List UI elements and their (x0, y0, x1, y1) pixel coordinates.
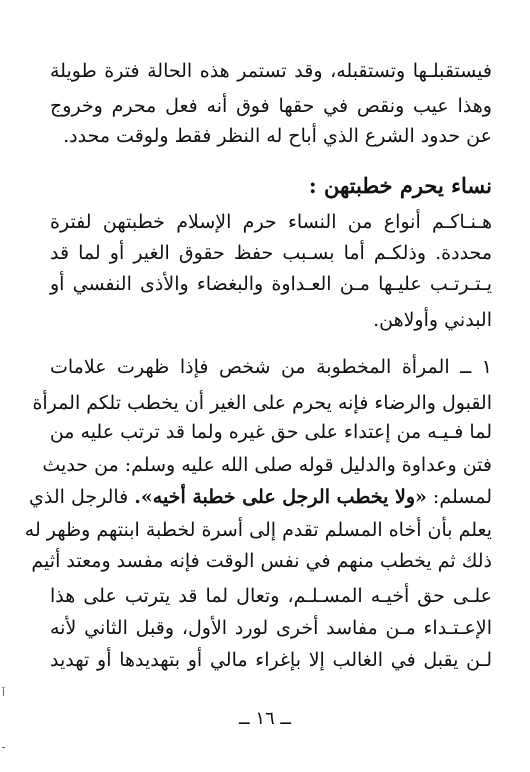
hadith-continuation: فالرجل الذي (29, 486, 135, 508)
text-line: فيستقبلـها وتستقبله، وقد تستمر هذه الحالة فترة طويلة (50, 60, 492, 82)
text-line: فتن وعداوة والدليل قوله صلى الله عليه وسلم: من حديث (42, 454, 492, 476)
margin-mark: آ (2, 688, 5, 699)
text-line: عن حدود الشرع الذي أباح له النظر فقط ولوقت محدد. (63, 125, 492, 147)
text-line: يعلم بأن أخاه المسلم تقدم إلى أسرة لخطبة ابنتهم وظهر له (24, 519, 492, 541)
text-line: ذلك ثم يخطب منهم في نفس الوقت فإنه مفسد ومعتد أثيم (31, 550, 492, 572)
margin-mark: ـ (2, 740, 5, 751)
page-number: ــ ١٦ ــ (239, 708, 291, 729)
text-line: وهذا عيب ونقص في حقها فوق أنه فعل محرم وخروج (50, 95, 492, 117)
text-line: محددة. وذلكـم أما بسـبب حفظ حقوق الغير أو لما قد (50, 242, 492, 264)
text-line: هـنـاكـم أنواع من النساء حرم الإسلام خطبتهن لفترة (50, 211, 492, 233)
hadith-intro: لمسلم: (426, 486, 492, 508)
text-line: لما فـيـه من إعتداء على حق غيره ولما قد ترتب عليه من (49, 421, 492, 443)
hadith-quote: «ولا يخطب الرجل على خطبة أخيه». (134, 486, 427, 508)
section-heading: نساء يحرم خطبتهن : (308, 173, 492, 198)
text-line: ١ ــ المرأة المخطوبة من شخص فإذا ظهرت علامات (50, 356, 492, 378)
text-line: علـى حق أخيـه المسـلـم، وتعال لما قد يترتب على هذا (50, 585, 492, 607)
hadith-line (29, 482, 492, 512)
text-line: لـن يقبل في الغالب إلا بإغراء مالي أو بتهديدها أو تهديد (50, 649, 492, 671)
text-line: القبول والرضاء فإنه يحرم على الغير أن يخطب تلكم المرأة (32, 392, 492, 414)
text-line: الإعـتـداء مـن مفاسد أخرى لورد الأول، وقبل الثاني لأنه (50, 617, 492, 639)
text-line: البدني وأولاهن. (373, 309, 492, 331)
text-line: يـتـرتـب عليـها مـن العـداوة والبغضاء والأذى النفسي أو (50, 273, 492, 295)
